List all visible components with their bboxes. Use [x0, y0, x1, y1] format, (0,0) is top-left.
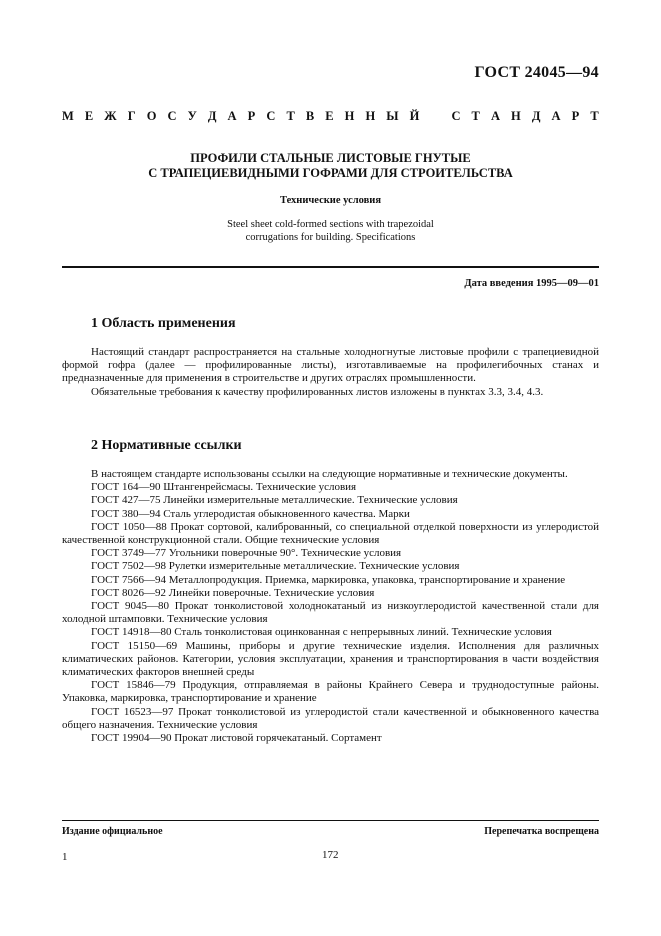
banner-letter: Н — [511, 109, 521, 123]
reference-item: ГОСТ 164—90 Штангенрейсмасы. Технические условия — [91, 481, 357, 494]
section-1-paragraph: Обязательные требования к качеству профилированных листов изложены в пунктах 3.3, 3.4, 4.3. — [91, 385, 544, 398]
date-of-introduction: Дата введения 1995—09—01 — [464, 278, 599, 289]
section-1-body — [62, 346, 599, 399]
title-block — [62, 151, 599, 244]
banner-letter: А — [227, 109, 237, 123]
banner-letter: Г — [127, 109, 136, 123]
banner-letter: Р — [247, 109, 256, 123]
banner-letter: А — [490, 109, 500, 123]
reference-item: ГОСТ 15846—79 Продукция, отправляемая в районы Крайнего Севера и труднодоступные районы. Упаковка, маркировка, транспортирование и хранение — [62, 679, 599, 705]
banner-letter — [430, 109, 440, 124]
section-2-body — [62, 468, 599, 745]
reference-item: ГОСТ 7566—94 Металлопродукция. Приемка, маркировка, упаковка, транспортирование и хранение — [91, 573, 566, 586]
banner-letter: Т — [286, 109, 295, 123]
official-edition-label: Издание официальное — [62, 826, 163, 837]
banner-letter: С — [167, 109, 177, 123]
page-mark: 1 — [62, 851, 68, 863]
banner-letter: Н — [344, 109, 355, 123]
banner-letter: Д — [207, 109, 217, 123]
divider-top — [62, 266, 599, 268]
english-title — [62, 218, 599, 244]
section-2-heading: 2 Нормативные ссылки — [91, 438, 242, 453]
banner-letter: Т — [471, 109, 480, 123]
banner-letter: Е — [84, 109, 94, 123]
reference-item: ГОСТ 9045—80 Прокат тонколистовой холоднокатаный из низкоуглеродистой качественной стали для холодной штамповки. Технические условия — [62, 600, 599, 626]
reference-item: ГОСТ 15150—69 Машины, приборы и другие технические изделия. Исполнения для различных климатических районов. Категории, условия эксплуатации, хранения и транспортирования в части воздействия климатических факторов внешней среды — [62, 639, 599, 679]
reference-item: ГОСТ 3749—77 Угольники поверочные 90°. Технические условия — [91, 547, 402, 560]
banner-letter: Ж — [104, 109, 117, 123]
subtitle: Технические условия — [279, 195, 382, 206]
interstate-standard-banner — [62, 109, 599, 124]
banner-letter: Ы — [386, 109, 399, 123]
section-1-paragraph: Настоящий стандарт распространяется на стальные холодногнутые листовые профили с трапециевидной формой гофра (далее — профилированные листы), изготавливаемые на профилегибочных станах и предназначенные для применения в строительстве и других отраслях промышленности. — [62, 346, 599, 385]
reference-item: ГОСТ 19904—90 Прокат листовой горячекатаный. Сортамент — [91, 732, 382, 745]
reference-item: ГОСТ 14918—80 Сталь тонколистовая оцинкованная с непрерывных линий. Технические условия — [91, 626, 552, 639]
divider-bottom — [62, 820, 599, 821]
banner-letter: Р — [571, 109, 580, 123]
title-line-1: ПРОФИЛИ СТАЛЬНЫЕ ЛИСТОВЫЕ ГНУТЫЕ — [190, 151, 471, 165]
english-title-line-2: corrugations for building. Specifications — [245, 232, 416, 243]
banner-letter: А — [551, 109, 561, 123]
banner-letter: М — [62, 109, 74, 123]
banner-letter: Й — [409, 109, 420, 123]
reprint-prohibited-label: Перепечатка воспрещена — [484, 826, 599, 837]
section-1-heading: 1 Область применения — [91, 316, 236, 331]
banner-letter: Д — [531, 109, 541, 123]
reference-item: ГОСТ 8026—92 Линейки поверочные. Технические условия — [91, 586, 375, 599]
reference-item: ГОСТ 1050—88 Прокат сортовой, калиброванный, со специальной отделкой поверхности из углеродистой качественной конструкционной стали. Общие технические условия — [62, 520, 599, 547]
reference-item: ГОСТ 16523—97 Прокат тонколистовой из углеродистой стали качественной и обыкновенного качества общего назначения. Технические условия — [62, 705, 599, 731]
gost-code: ГОСТ 24045—94 — [474, 64, 599, 81]
banner-letter: Т — [590, 109, 599, 123]
english-title-line-1: Steel sheet cold-formed sections with trapezoidal — [227, 219, 434, 230]
banner-letter: С — [266, 109, 276, 123]
banner-letter: С — [451, 109, 461, 123]
banner-letter: У — [187, 109, 197, 123]
reference-paragraph: В настоящем стандарте использованы ссылки на следующие нормативные и технические документы. — [91, 468, 568, 480]
banner-letter: В — [305, 109, 315, 123]
page-number: 172 — [322, 849, 339, 861]
banner-letter: Е — [325, 109, 334, 123]
title-line-2: С ТРАПЕЦИЕВИДНЫМИ ГОФРАМИ ДЛЯ СТРОИТЕЛЬСТВА — [148, 166, 513, 180]
banner-letter: О — [146, 109, 157, 123]
reference-item: ГОСТ 427—75 Линейки измерительные металлические. Технические условия — [91, 494, 458, 507]
reference-item: ГОСТ 7502—98 Рулетки измерительные металлические. Технические условия — [91, 560, 460, 573]
banner-letter: Н — [365, 109, 376, 123]
reference-item: ГОСТ 380—94 Сталь углеродистая обыкновенного качества. Марки — [91, 507, 410, 520]
